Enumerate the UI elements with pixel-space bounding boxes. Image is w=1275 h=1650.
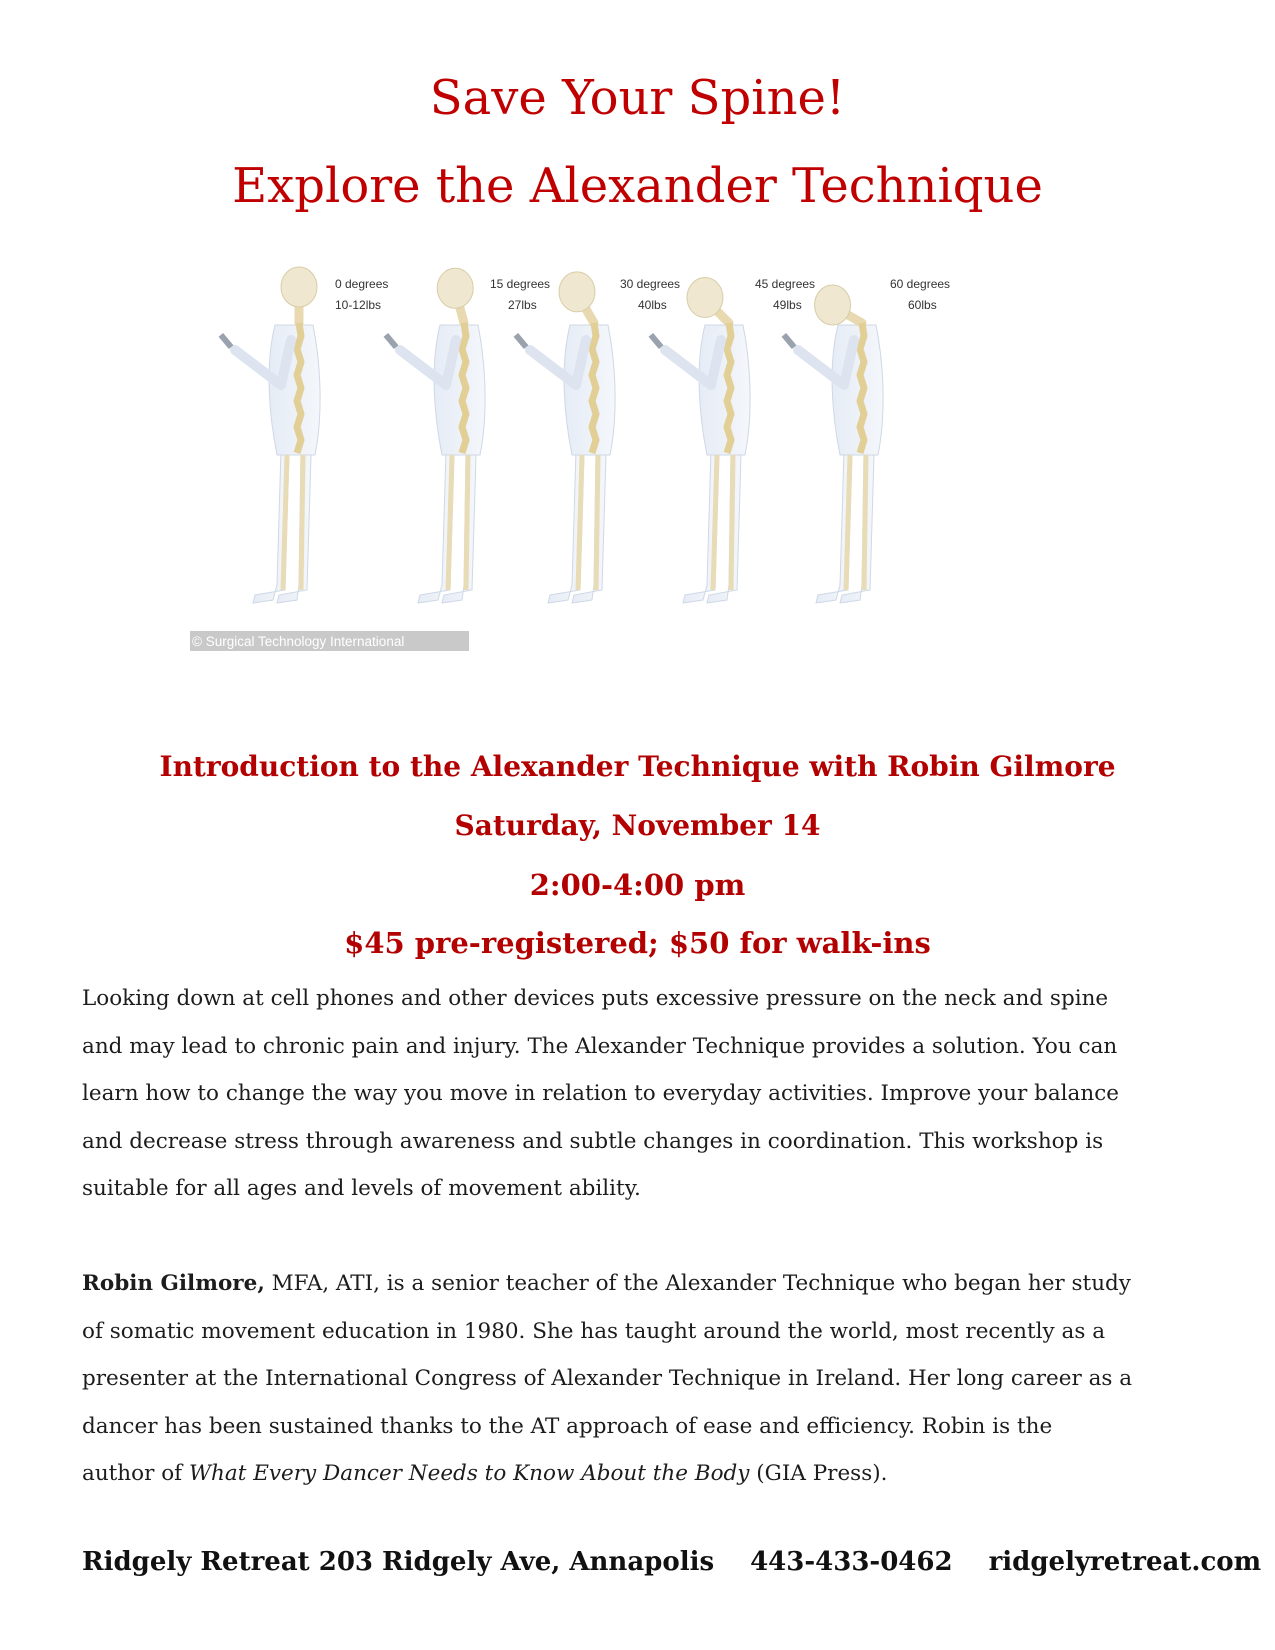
spine: [727, 323, 731, 453]
phone-icon: [514, 333, 529, 349]
event-date: Saturday, November 14: [454, 809, 821, 842]
posture-angle-label: 45 degrees: [755, 277, 816, 291]
posture-angle-label: 30 degrees: [620, 277, 681, 291]
posture-weight-label: 60lbs: [908, 298, 937, 312]
phone-icon: [782, 333, 797, 349]
bio-line: [82, 1450, 1197, 1498]
phone-number: 443-433-0462: [750, 1547, 953, 1577]
leg-bone: [596, 455, 598, 590]
posture-figure: [649, 277, 815, 603]
website-link[interactable]: ridgelyretreat.com: [988, 1547, 1262, 1577]
bio-line: [82, 1260, 1197, 1308]
skull: [687, 278, 723, 318]
posture-figure: [384, 268, 550, 603]
posture-figure: [782, 277, 950, 603]
event-heading: Introduction to the Alexander Technique with Robin Gilmore: [159, 750, 1116, 783]
spine: [462, 323, 466, 453]
description-line: Looking down at cell phones and other devices puts excessive pressure on the neck and spine: [82, 986, 1109, 1011]
posture-weight-label: 40lbs: [638, 298, 667, 312]
book-title: What Every Dancer Needs to Know About the Body: [188, 1461, 750, 1486]
phone-icon: [219, 333, 234, 349]
bio-text: author of: [82, 1461, 189, 1486]
posture-angle-label: 60 degrees: [890, 277, 951, 291]
phone-icon: [649, 333, 664, 349]
bio-text: (GIA Press).: [749, 1461, 888, 1486]
posture-figure: [514, 272, 680, 603]
spine: [592, 323, 596, 453]
image-credit: © Surgical Technology International: [192, 634, 405, 649]
description-line: and decrease stress through awareness and subtle changes in coordination. This workshop is: [82, 1128, 1104, 1154]
phone-icon: [384, 333, 399, 349]
instructor-name: Robin Gilmore,: [82, 1271, 265, 1296]
posture-angle-label: 0 degrees: [335, 277, 389, 291]
description-line: suitable for all ages and levels of movement ability.: [82, 1176, 641, 1201]
bio-line: presenter at the International Congress of Alexander Technique in Ireland. Her long career as a: [82, 1366, 1133, 1391]
venue-address: Ridgely Retreat 203 Ridgely Ave, Annapolis: [82, 1547, 715, 1577]
spine: [297, 323, 301, 453]
posture-weight-label: 10-12lbs: [335, 298, 382, 312]
leg-bone: [466, 455, 468, 590]
contact-footer: [82, 1547, 1262, 1577]
bio-line: of somatic movement education in 1980. She has taught around the world, most recently as a: [82, 1318, 1106, 1344]
description-line: and may lead to chronic pain and injury. The Alexander Technique provides a solution. You can: [82, 1033, 1118, 1059]
posture-angle-label: 15 degrees: [490, 277, 551, 291]
posture-figure-svg: [190, 255, 1070, 690]
description-line: learn how to change the way you move in relation to everyday activities. Improve your balance: [82, 1081, 1119, 1106]
posture-figure: [219, 267, 389, 603]
event-time: 2:00-4:00 pm: [529, 868, 746, 902]
leg-bone: [731, 455, 733, 590]
description-paragraph: [82, 975, 1197, 1213]
leg-bone: [864, 455, 866, 590]
bio-text: MFA, ATI, is a senior teacher of the Alexander Technique who began her study: [264, 1271, 1131, 1296]
posture-illustration: [190, 255, 1070, 690]
event-price: $45 pre-registered; $50 for walk-ins: [344, 926, 931, 960]
page-subtitle: Explore the Alexander Technique: [232, 158, 1043, 214]
bio-line: dancer has been sustained thanks to the AT approach of ease and efficiency. Robin is the: [82, 1413, 1053, 1439]
posture-weight-label: 27lbs: [508, 298, 537, 312]
posture-weight-label: 49lbs: [773, 298, 802, 312]
spine: [860, 323, 864, 453]
page-title: Save Your Spine!: [429, 70, 846, 126]
bio-paragraph: [82, 1260, 1197, 1498]
skull: [281, 267, 317, 307]
skull: [437, 268, 473, 308]
skull: [815, 285, 851, 325]
leg-bone: [301, 455, 303, 590]
skull: [559, 272, 595, 312]
